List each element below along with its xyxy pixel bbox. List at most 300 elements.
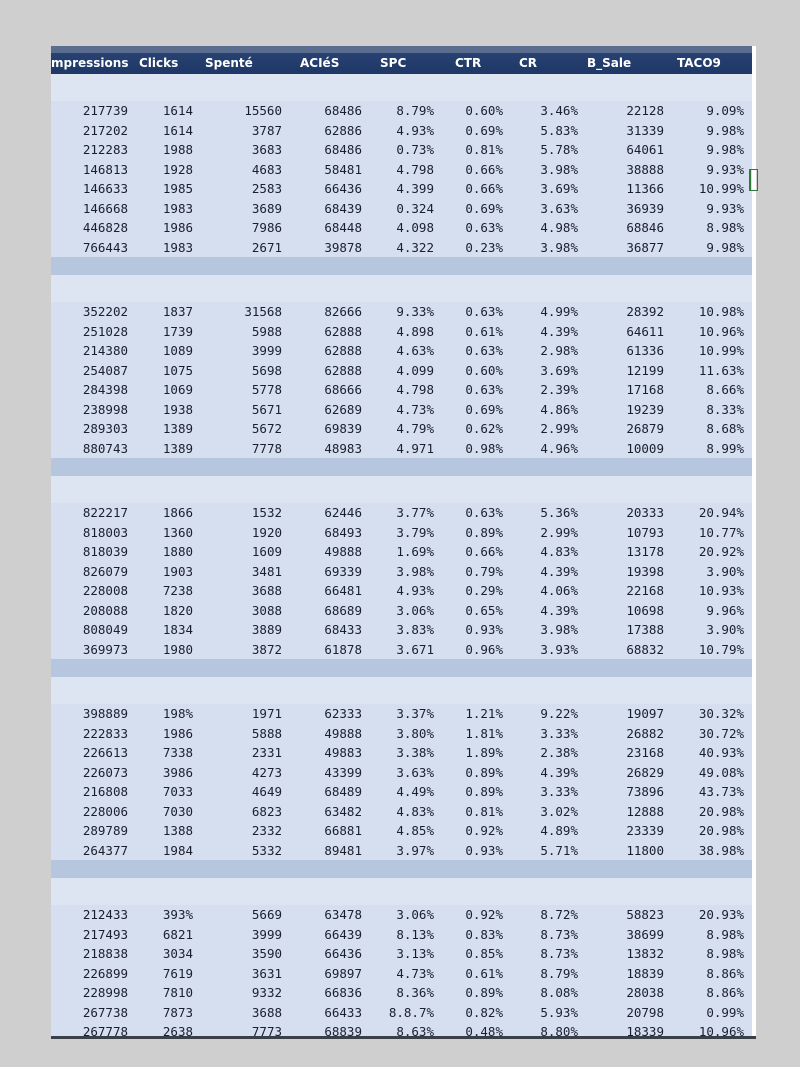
table-cell[interactable]: 4273 (251, 764, 282, 780)
table-cell[interactable]: 66436 (324, 946, 362, 961)
table-cell[interactable]: 1980 (162, 641, 193, 657)
table-cell[interactable]: 4.63% (396, 343, 434, 358)
table-cell[interactable]: 146668 (82, 200, 128, 216)
table-cell[interactable]: 20.92% (698, 544, 744, 559)
table-cell[interactable]: 30.72% (698, 725, 744, 741)
table-cell[interactable]: 5.36% (540, 505, 578, 520)
table-cell[interactable]: 20798 (626, 1004, 664, 1020)
table-cell[interactable]: 264377 (82, 842, 128, 858)
table-cell[interactable]: 5.78% (540, 142, 578, 157)
table-cell[interactable]: 9.96% (706, 602, 744, 618)
table-cell[interactable]: 1903 (162, 563, 193, 579)
table-cell[interactable]: 8.79% (540, 965, 578, 981)
table-cell[interactable]: 1985 (162, 181, 193, 196)
table-cell[interactable]: 15560 (244, 103, 282, 118)
table-cell[interactable]: 66439 (324, 926, 362, 942)
table-cell[interactable]: 3.97% (396, 842, 434, 858)
table-cell[interactable]: 10.79% (698, 641, 744, 657)
table-cell[interactable]: 43399 (324, 764, 362, 780)
table-cell[interactable]: 7238 (162, 583, 193, 598)
table-cell[interactable]: 8.08% (540, 985, 578, 1000)
table-cell[interactable]: 4.39% (540, 602, 578, 618)
col-header-cr[interactable]: CR (519, 56, 538, 70)
table-cell[interactable]: 58481 (324, 161, 362, 177)
table-cell[interactable]: 68433 (324, 622, 362, 637)
table-cell[interactable]: 10793 (626, 524, 664, 540)
table-cell[interactable]: 3034 (162, 946, 193, 961)
table-cell[interactable]: 62886 (324, 122, 362, 138)
table-cell[interactable]: 3.46% (540, 103, 578, 118)
table-cell[interactable]: 4.06% (540, 583, 578, 598)
table-cell[interactable]: 13832 (626, 946, 664, 961)
table-cell[interactable]: 8.80% (540, 1024, 578, 1039)
table-cell[interactable]: 69339 (324, 563, 362, 579)
table-cell[interactable]: 4.322 (396, 239, 434, 255)
table-cell[interactable]: 38699 (626, 926, 664, 942)
table-cell[interactable]: 146633 (82, 181, 128, 196)
table-cell[interactable]: 64611 (626, 323, 664, 339)
col-header-b-sale[interactable]: B_Sale (587, 56, 632, 70)
table-cell[interactable]: 0.48% (465, 1024, 503, 1039)
table-cell[interactable]: 1.89% (465, 745, 503, 760)
table-cell[interactable]: 5.93% (540, 1004, 578, 1020)
table-cell[interactable]: 9.93% (706, 200, 744, 216)
table-cell[interactable]: 8.86% (706, 965, 744, 981)
table-cell[interactable]: 0.69% (465, 401, 503, 417)
table-cell[interactable]: 3.79% (396, 524, 434, 540)
table-cell[interactable]: 28038 (626, 985, 664, 1000)
table-cell[interactable]: 218838 (82, 946, 128, 961)
table-cell[interactable]: 1820 (162, 602, 193, 618)
table-cell[interactable]: 10.77% (698, 524, 744, 540)
table-cell[interactable]: 26882 (626, 725, 664, 741)
table-cell[interactable]: 9332 (251, 985, 282, 1000)
table-cell[interactable]: 68832 (626, 641, 664, 657)
table-cell[interactable]: 0.63% (465, 343, 503, 358)
table-cell[interactable]: 0.83% (465, 926, 503, 942)
table-cell[interactable]: 8.36% (396, 985, 434, 1000)
table-cell[interactable]: 66836 (324, 985, 362, 1000)
table-cell[interactable]: 4.898 (396, 323, 434, 339)
table-cell[interactable]: 12888 (626, 803, 664, 819)
table-cell[interactable]: 0.96% (465, 641, 503, 657)
table-cell[interactable]: 10.99% (698, 181, 744, 196)
table-cell[interactable]: 3.83% (396, 622, 434, 637)
table-cell[interactable]: 31339 (626, 122, 664, 138)
table-cell[interactable]: 10.96% (698, 1024, 744, 1039)
table-cell[interactable]: 214380 (82, 343, 128, 358)
table-cell[interactable]: 3.06% (396, 602, 434, 618)
table-cell[interactable]: 3590 (251, 946, 282, 961)
table-cell[interactable]: 1614 (162, 122, 193, 138)
table-cell[interactable]: 0.63% (465, 505, 503, 520)
table-cell[interactable]: 1.21% (465, 706, 503, 721)
table-cell[interactable]: 82666 (324, 304, 362, 319)
table-cell[interactable]: 289789 (82, 823, 128, 838)
table-cell[interactable]: 4.93% (396, 583, 434, 598)
table-cell[interactable]: 1983 (162, 239, 193, 255)
table-cell[interactable]: 8.68% (706, 421, 744, 436)
table-cell[interactable]: 49.08% (698, 764, 744, 780)
col-header-clicks[interactable]: Clicks (139, 56, 179, 70)
table-cell[interactable]: 38888 (626, 161, 664, 177)
table-cell[interactable]: 8.8.7% (388, 1004, 434, 1020)
table-cell[interactable]: 0.81% (465, 803, 503, 819)
table-cell[interactable]: 1866 (162, 505, 193, 520)
table-cell[interactable]: 22168 (626, 583, 664, 598)
table-cell[interactable]: 0.61% (465, 965, 503, 981)
table-cell[interactable]: 4.96% (540, 440, 578, 456)
table-cell[interactable]: 58823 (626, 907, 664, 922)
table-cell[interactable]: 8.73% (540, 926, 578, 942)
table-cell[interactable]: 1988 (162, 142, 193, 157)
table-cell[interactable]: 1614 (162, 103, 193, 118)
table-cell[interactable]: 1880 (162, 544, 193, 559)
table-cell[interactable]: 226073 (82, 764, 128, 780)
table-cell[interactable]: 17168 (626, 382, 664, 397)
table-cell[interactable]: 68489 (324, 784, 362, 799)
table-cell[interactable]: 36939 (626, 200, 664, 216)
table-cell[interactable]: 0.62% (465, 421, 503, 436)
table-cell[interactable]: 7778 (251, 440, 282, 456)
table-cell[interactable]: 68666 (324, 382, 362, 397)
table-cell[interactable]: 7033 (162, 784, 193, 799)
table-cell[interactable]: 766443 (82, 239, 128, 255)
table-cell[interactable]: 1983 (162, 200, 193, 216)
table-cell[interactable]: 393% (162, 907, 193, 922)
table-cell[interactable]: 62333 (324, 706, 362, 721)
table-cell[interactable]: 369973 (82, 641, 128, 657)
table-cell[interactable]: 7986 (251, 220, 282, 235)
table-cell[interactable]: 8.99% (706, 440, 744, 456)
table-cell[interactable]: 2.98% (540, 343, 578, 358)
table-cell[interactable]: 5698 (251, 362, 282, 378)
table-cell[interactable]: 1075 (162, 362, 193, 378)
table-cell[interactable]: 5988 (251, 323, 282, 339)
table-cell[interactable]: 66433 (324, 1004, 362, 1020)
table-cell[interactable]: 63478 (324, 907, 362, 922)
table-cell[interactable]: 8.86% (706, 985, 744, 1000)
table-cell[interactable]: 8.13% (396, 926, 434, 942)
table-cell[interactable]: 1089 (162, 343, 193, 358)
table-cell[interactable]: 13178 (626, 544, 664, 559)
col-header-spend[interactable]: Spenté (205, 56, 253, 70)
table-cell[interactable]: 289303 (82, 421, 128, 436)
table-cell[interactable]: 212283 (82, 142, 128, 157)
table-cell[interactable]: 8.66% (706, 382, 744, 397)
table-cell[interactable]: 5332 (251, 842, 282, 858)
table-cell[interactable]: 19239 (626, 401, 664, 417)
col-header-spc[interactable]: SPC (380, 56, 407, 70)
table-cell[interactable]: 0.66% (465, 161, 503, 177)
table-cell[interactable]: 4.39% (540, 764, 578, 780)
table-cell[interactable]: 3.06% (396, 907, 434, 922)
table-cell[interactable]: 0.89% (465, 784, 503, 799)
table-cell[interactable]: 1928 (162, 161, 193, 177)
table-cell[interactable]: 8.98% (706, 926, 744, 942)
table-cell[interactable]: 1837 (162, 304, 193, 319)
table-cell[interactable]: 4.83% (396, 803, 434, 819)
table-cell[interactable]: 1986 (162, 220, 193, 235)
table-cell[interactable]: 89481 (324, 842, 362, 858)
table-cell[interactable]: 0.61% (465, 323, 503, 339)
table-cell[interactable]: 73896 (626, 784, 664, 799)
table-cell[interactable]: 3.38% (396, 745, 434, 760)
table-cell[interactable]: 0.60% (465, 103, 503, 118)
table-cell[interactable]: 9.93% (706, 161, 744, 177)
table-cell[interactable]: 3.33% (540, 784, 578, 799)
table-cell[interactable]: 10.96% (698, 323, 744, 339)
table-cell[interactable]: 4.098 (396, 220, 434, 235)
table-cell[interactable]: 1360 (162, 524, 193, 540)
table-cell[interactable]: 3.63% (540, 200, 578, 216)
table-cell[interactable]: 1938 (162, 401, 193, 417)
table-cell[interactable]: 68486 (324, 103, 362, 118)
table-cell[interactable]: 62888 (324, 323, 362, 339)
table-cell[interactable]: 2583 (251, 181, 282, 196)
table-cell[interactable]: 0.99% (706, 1004, 744, 1020)
table-cell[interactable]: 8.98% (706, 220, 744, 235)
table-cell[interactable]: 3.37% (396, 706, 434, 721)
table-cell[interactable]: 222833 (82, 725, 128, 741)
table-cell[interactable]: 2.39% (540, 382, 578, 397)
table-cell[interactable]: 40.93% (698, 745, 744, 760)
table-cell[interactable]: 0.73% (396, 142, 434, 157)
table-cell[interactable]: 5778 (251, 382, 282, 397)
table-cell[interactable]: 9.33% (396, 304, 434, 319)
col-header-ctr[interactable]: CTR (455, 56, 482, 70)
table-cell[interactable]: 64061 (626, 142, 664, 157)
table-cell[interactable]: 9.98% (706, 239, 744, 255)
table-cell[interactable]: 9.22% (540, 706, 578, 721)
table-cell[interactable]: 7338 (162, 745, 193, 760)
table-cell[interactable]: 3.671 (396, 641, 434, 657)
table-cell[interactable]: 4.79% (396, 421, 434, 436)
col-header-impressions[interactable]: mpressions (51, 56, 129, 70)
table-cell[interactable]: 3.02% (540, 803, 578, 819)
table-cell[interactable]: 2638 (162, 1024, 193, 1039)
table-cell[interactable]: 0.93% (465, 842, 503, 858)
table-cell[interactable]: 61878 (324, 641, 362, 657)
table-cell[interactable]: 2671 (251, 239, 282, 255)
table-cell[interactable]: 0.69% (465, 122, 503, 138)
table-cell[interactable]: 26879 (626, 421, 664, 436)
table-cell[interactable]: 5669 (251, 907, 282, 922)
table-cell[interactable]: 3481 (251, 563, 282, 579)
table-cell[interactable]: 26829 (626, 764, 664, 780)
table-cell[interactable]: 8.33% (706, 401, 744, 417)
table-cell[interactable]: 5.83% (540, 122, 578, 138)
table-cell[interactable]: 62689 (324, 401, 362, 417)
table-cell[interactable]: 66481 (324, 583, 362, 598)
table-cell[interactable]: 7810 (162, 985, 193, 1000)
table-cell[interactable]: 69839 (324, 421, 362, 436)
table-cell[interactable]: 48983 (324, 440, 362, 456)
table-cell[interactable]: 3986 (162, 764, 193, 780)
table-cell[interactable]: 10.99% (698, 343, 744, 358)
table-cell[interactable]: 62446 (324, 505, 362, 520)
table-cell[interactable]: 68439 (324, 200, 362, 216)
table-cell[interactable]: 446828 (82, 220, 128, 235)
table-cell[interactable]: 18839 (626, 965, 664, 981)
table-cell[interactable]: 3689 (251, 200, 282, 216)
table-cell[interactable]: 217739 (82, 103, 128, 118)
table-cell[interactable]: 68486 (324, 142, 362, 157)
table-cell[interactable]: 1971 (251, 706, 282, 721)
table-cell[interactable]: 68448 (324, 220, 362, 235)
table-cell[interactable]: 4.73% (396, 401, 434, 417)
table-cell[interactable]: 0.63% (465, 304, 503, 319)
table-cell[interactable]: 20.93% (698, 907, 744, 922)
table-cell[interactable]: 3.63% (396, 764, 434, 780)
table-cell[interactable]: 3889 (251, 622, 282, 637)
table-cell[interactable]: 20.98% (698, 803, 744, 819)
table-cell[interactable]: 68689 (324, 602, 362, 618)
table-cell[interactable]: 267738 (82, 1004, 128, 1020)
table-cell[interactable]: 39878 (324, 239, 362, 255)
table-cell[interactable]: 4.93% (396, 122, 434, 138)
table-cell[interactable]: 4.798 (396, 382, 434, 397)
table-cell[interactable]: 4.99% (540, 304, 578, 319)
table-cell[interactable]: 0.89% (465, 764, 503, 780)
table-cell[interactable]: 36877 (626, 239, 664, 255)
table-cell[interactable]: 3.77% (396, 505, 434, 520)
table-cell[interactable]: 17388 (626, 622, 664, 637)
table-cell[interactable]: 228006 (82, 803, 128, 819)
table-cell[interactable]: 10.93% (698, 583, 744, 598)
table-cell[interactable]: 12199 (626, 362, 664, 378)
table-cell[interactable]: 3872 (251, 641, 282, 657)
table-cell[interactable]: 22128 (626, 103, 664, 118)
table-cell[interactable]: 3631 (251, 965, 282, 981)
table-cell[interactable]: 3787 (251, 122, 282, 138)
table-cell[interactable]: 0.29% (465, 583, 503, 598)
table-cell[interactable]: 38.98% (698, 842, 744, 858)
table-cell[interactable]: 217202 (82, 122, 128, 138)
table-cell[interactable]: 1069 (162, 382, 193, 397)
table-cell[interactable]: 63482 (324, 803, 362, 819)
table-cell[interactable]: 1834 (162, 622, 193, 637)
table-cell[interactable]: 2.99% (540, 421, 578, 436)
table-cell[interactable]: 18339 (626, 1024, 664, 1039)
col-header-acos[interactable]: ACIéS (300, 56, 340, 70)
table-cell[interactable]: 1986 (162, 725, 193, 741)
table-cell[interactable]: 23168 (626, 745, 664, 760)
table-cell[interactable]: 3683 (251, 142, 282, 157)
table-cell[interactable]: 0.81% (465, 142, 503, 157)
table-cell[interactable]: 11800 (626, 842, 664, 858)
table-cell[interactable]: 8.73% (540, 946, 578, 961)
table-cell[interactable]: 5672 (251, 421, 282, 436)
table-cell[interactable]: 3.90% (706, 622, 744, 637)
table-cell[interactable]: 10.98% (698, 304, 744, 319)
table-cell[interactable]: 9.98% (706, 142, 744, 157)
table-cell[interactable]: 226613 (82, 745, 128, 760)
table-cell[interactable]: 3688 (251, 1004, 282, 1020)
table-cell[interactable]: 0.60% (465, 362, 503, 378)
table-cell[interactable]: 68493 (324, 524, 362, 540)
table-cell[interactable]: 1388 (162, 823, 193, 838)
table-cell[interactable]: 212433 (82, 907, 128, 922)
table-cell[interactable]: 20333 (626, 505, 664, 520)
table-cell[interactable]: 19097 (626, 706, 664, 721)
table-cell[interactable]: 3.69% (540, 181, 578, 196)
table-cell[interactable]: 9.98% (706, 122, 744, 138)
table-cell[interactable]: 4.49% (396, 784, 434, 799)
table-cell[interactable]: 2332 (251, 823, 282, 838)
table-cell[interactable]: 0.98% (465, 440, 503, 456)
table-cell[interactable]: 5888 (251, 725, 282, 741)
table-cell[interactable]: 31568 (244, 304, 282, 319)
table-cell[interactable]: 1609 (251, 544, 282, 559)
table-cell[interactable]: 9.09% (706, 103, 744, 118)
table-cell[interactable]: 3.80% (396, 725, 434, 741)
table-cell[interactable]: 3.13% (396, 946, 434, 961)
table-cell[interactable]: 818003 (82, 524, 128, 540)
table-cell[interactable]: 6821 (162, 926, 193, 942)
table-cell[interactable]: 4.83% (540, 544, 578, 559)
table-cell[interactable]: 4.86% (540, 401, 578, 417)
table-cell[interactable]: 2331 (251, 745, 282, 760)
table-cell[interactable]: 49888 (324, 725, 362, 741)
table-cell[interactable]: 0.324 (396, 200, 434, 216)
table-cell[interactable]: 62888 (324, 362, 362, 378)
table-cell[interactable]: 3.98% (540, 622, 578, 637)
table-cell[interactable]: 254087 (82, 362, 128, 378)
table-cell[interactable]: 880743 (82, 440, 128, 456)
table-cell[interactable]: 19398 (626, 563, 664, 579)
table-cell[interactable]: 0.89% (465, 985, 503, 1000)
table-cell[interactable]: 4.73% (396, 965, 434, 981)
table-cell[interactable]: 3.93% (540, 641, 578, 657)
table-cell[interactable]: 146813 (82, 161, 128, 177)
table-cell[interactable]: 4.39% (540, 323, 578, 339)
table-cell[interactable]: 49888 (324, 544, 362, 559)
table-cell[interactable]: 4.399 (396, 181, 434, 196)
table-cell[interactable]: 2.38% (540, 745, 578, 760)
table-cell[interactable]: 1532 (251, 505, 282, 520)
table-cell[interactable]: 66881 (324, 823, 362, 838)
table-cell[interactable]: 284398 (82, 382, 128, 397)
table-cell[interactable]: 0.93% (465, 622, 503, 637)
table-cell[interactable]: 3.90% (706, 563, 744, 579)
table-cell[interactable]: 49883 (324, 745, 362, 760)
table-cell[interactable]: 6823 (251, 803, 282, 819)
table-cell[interactable]: 3999 (251, 926, 282, 942)
table-cell[interactable]: 818039 (82, 544, 128, 559)
table-cell[interactable]: 1739 (162, 323, 193, 339)
table-cell[interactable]: 0.82% (465, 1004, 503, 1020)
table-cell[interactable]: 5.71% (540, 842, 578, 858)
table-cell[interactable]: 4649 (251, 784, 282, 799)
table-cell[interactable]: 4.099 (396, 362, 434, 378)
table-cell[interactable]: 1.81% (465, 725, 503, 741)
table-cell[interactable]: 20.94% (698, 505, 744, 520)
table-cell[interactable]: 4.971 (396, 440, 434, 456)
table-cell[interactable]: 69897 (324, 965, 362, 981)
table-cell[interactable]: 30.32% (698, 706, 744, 721)
table-cell[interactable]: 238998 (82, 401, 128, 417)
table-cell[interactable]: 0.23% (465, 239, 503, 255)
table-cell[interactable]: 3999 (251, 343, 282, 358)
table-cell[interactable]: 20.98% (698, 823, 744, 838)
table-cell[interactable]: 3.98% (396, 563, 434, 579)
table-cell[interactable]: 4.798 (396, 161, 434, 177)
table-cell[interactable]: 8.98% (706, 946, 744, 961)
table-cell[interactable]: 10009 (626, 440, 664, 456)
table-cell[interactable]: 0.85% (465, 946, 503, 961)
table-cell[interactable]: 3.98% (540, 239, 578, 255)
